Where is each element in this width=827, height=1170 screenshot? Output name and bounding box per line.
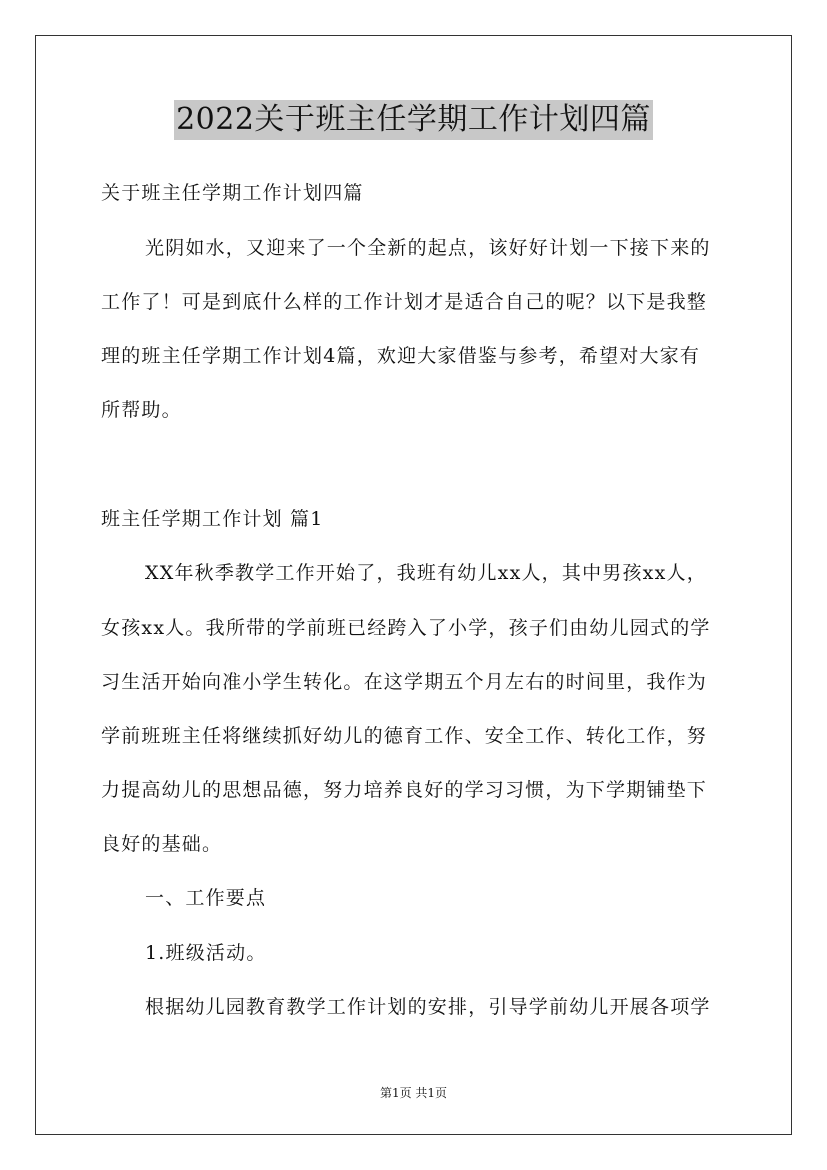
paragraph-line: XX年秋季教学工作开始了，我班有幼儿xx人，其中男孩xx人， <box>145 562 707 584</box>
section-heading: 班主任学期工作计划 篇1 <box>101 508 324 530</box>
paragraph-line: 学前班班主任将继续抓好幼儿的德育工作、安全工作、转化工作，努 <box>101 725 708 747</box>
paragraph-line: 所帮助。 <box>101 399 182 421</box>
subheading: 一、工作要点 <box>145 887 267 909</box>
paragraph-line: 良好的基础。 <box>101 833 223 855</box>
paragraph-line: 女孩xx人。我所带的学前班已经跨入了小学，孩子们由幼儿园式的学 <box>101 617 711 639</box>
paragraph-line: 力提高幼儿的思想品德，努力培养良好的学习习惯，为下学期铺垫下 <box>101 779 708 801</box>
paragraph-line: 工作了！可是到底什么样的工作计划才是适合自己的呢？以下是我整 <box>101 291 708 313</box>
document-title: 2022关于班主任学期工作计划四篇 <box>174 100 653 140</box>
paragraph-line: 光阴如水，又迎来了一个全新的起点，该好好计划一下接下来的 <box>145 237 711 259</box>
subheading: 1.班级活动。 <box>145 942 267 964</box>
subtitle: 关于班主任学期工作计划四篇 <box>101 182 364 204</box>
paragraph-line: 习生活开始向准小学生转化。在这学期五个月左右的时间里，我作为 <box>101 671 708 693</box>
page-footer: 第1页 共1页 <box>379 1086 448 1100</box>
title-container <box>0 100 827 140</box>
paragraph-line: 根据幼儿园教育教学工作计划的安排，引导学前幼儿开展各项学 <box>145 996 711 1018</box>
paragraph-line: 理的班主任学期工作计划4篇，欢迎大家借鉴与参考，希望对大家有 <box>101 345 701 367</box>
